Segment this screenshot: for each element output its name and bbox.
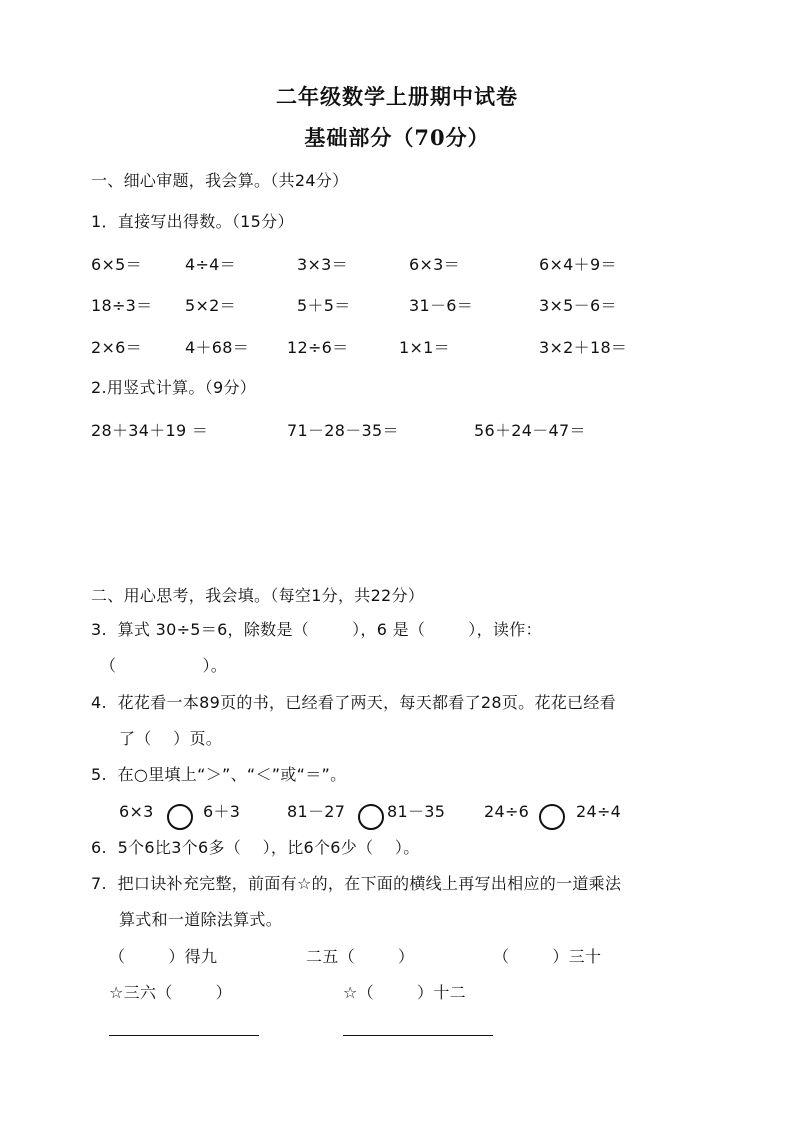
q1-item: 12÷6＝ <box>287 338 349 357</box>
page-title: 二年级数学上册期中试卷 <box>276 84 518 109</box>
q2-item: 28＋34＋19 ＝ <box>91 421 209 440</box>
q5-left-expr: 6×3 <box>119 802 154 821</box>
q1-label: 1．直接写出得数。（15分） <box>91 212 294 231</box>
q1-item: 4＋68＝ <box>185 338 250 357</box>
q1-item: 6×4＋9＝ <box>539 255 617 274</box>
q6-line: 6. 5个6比3个6多（ ），比6个6少（ ）。 <box>91 838 420 857</box>
answer-line[interactable] <box>109 1035 259 1036</box>
q5-right-expr: 24÷4 <box>576 802 622 821</box>
section1-heading: 一、细心审题，我会算。（共24分） <box>91 171 349 190</box>
q5-left-expr: 24÷6 <box>484 802 530 821</box>
q1-item: 18÷3＝ <box>91 296 153 315</box>
q5-left-expr: 81－27 <box>287 802 346 821</box>
q3-line1: 3. 算式 30÷5＝6，除数是（ ），6 是（ ），读作： <box>91 620 542 639</box>
q7-rhyme: 二五（ ） <box>306 947 415 966</box>
q2-label: 2.用竖式计算。（9分） <box>91 378 257 397</box>
q2-item: 71－28－35＝ <box>287 421 399 440</box>
q1-item: 3×3＝ <box>297 255 348 274</box>
q2-item: 56＋24－47＝ <box>474 421 586 440</box>
page-subtitle: 基础部分（70分） <box>304 125 490 150</box>
compare-circle-blank[interactable] <box>167 804 193 830</box>
q1-item: 6×3＝ <box>409 255 460 274</box>
q5-right-expr: 81－35 <box>387 802 446 821</box>
q7-rhyme: （ ）得九 <box>109 947 218 966</box>
q1-item: 3×5－6＝ <box>539 296 617 315</box>
q5-label: 5. 在○里填上“＞”、“＜”或“＝”。 <box>91 765 347 784</box>
q7-line2: 算式和一道除法算式。 <box>119 910 283 929</box>
answer-line[interactable] <box>343 1035 493 1036</box>
compare-circle-blank[interactable] <box>539 804 565 830</box>
q1-item: 1×1＝ <box>399 338 450 357</box>
section2-heading: 二、用心思考，我会填。（每空1分，共22分） <box>91 586 425 605</box>
q1-item: 5×2＝ <box>185 296 236 315</box>
q7-line1: 7. 把口诀补充完整，前面有☆的，在下面的横线上再写出相应的一道乘法 <box>91 874 622 893</box>
q5-right-expr: 6＋3 <box>203 802 241 821</box>
q7-star-rhyme: ☆三六（ ） <box>109 983 232 1002</box>
compare-circle-blank[interactable] <box>358 804 384 830</box>
q1-item: 2×6＝ <box>91 338 142 357</box>
q7-star-rhyme: ☆（ ）十二 <box>343 983 466 1002</box>
q1-item: 31－6＝ <box>409 296 474 315</box>
q1-item: 3×2＋18＝ <box>539 338 628 357</box>
q3-line2: （ ）。 <box>100 656 228 675</box>
q1-item: 5＋5＝ <box>297 296 351 315</box>
q7-rhyme: （ ）三十 <box>493 947 602 966</box>
q1-item: 6×5＝ <box>91 255 142 274</box>
q4-line1: 4. 花花看一本89页的书，已经看了两天，每天都看了28页。花花已经看 <box>91 693 616 712</box>
q4-line2: 了（ ）页。 <box>119 729 223 748</box>
q1-item: 4÷4＝ <box>185 255 236 274</box>
